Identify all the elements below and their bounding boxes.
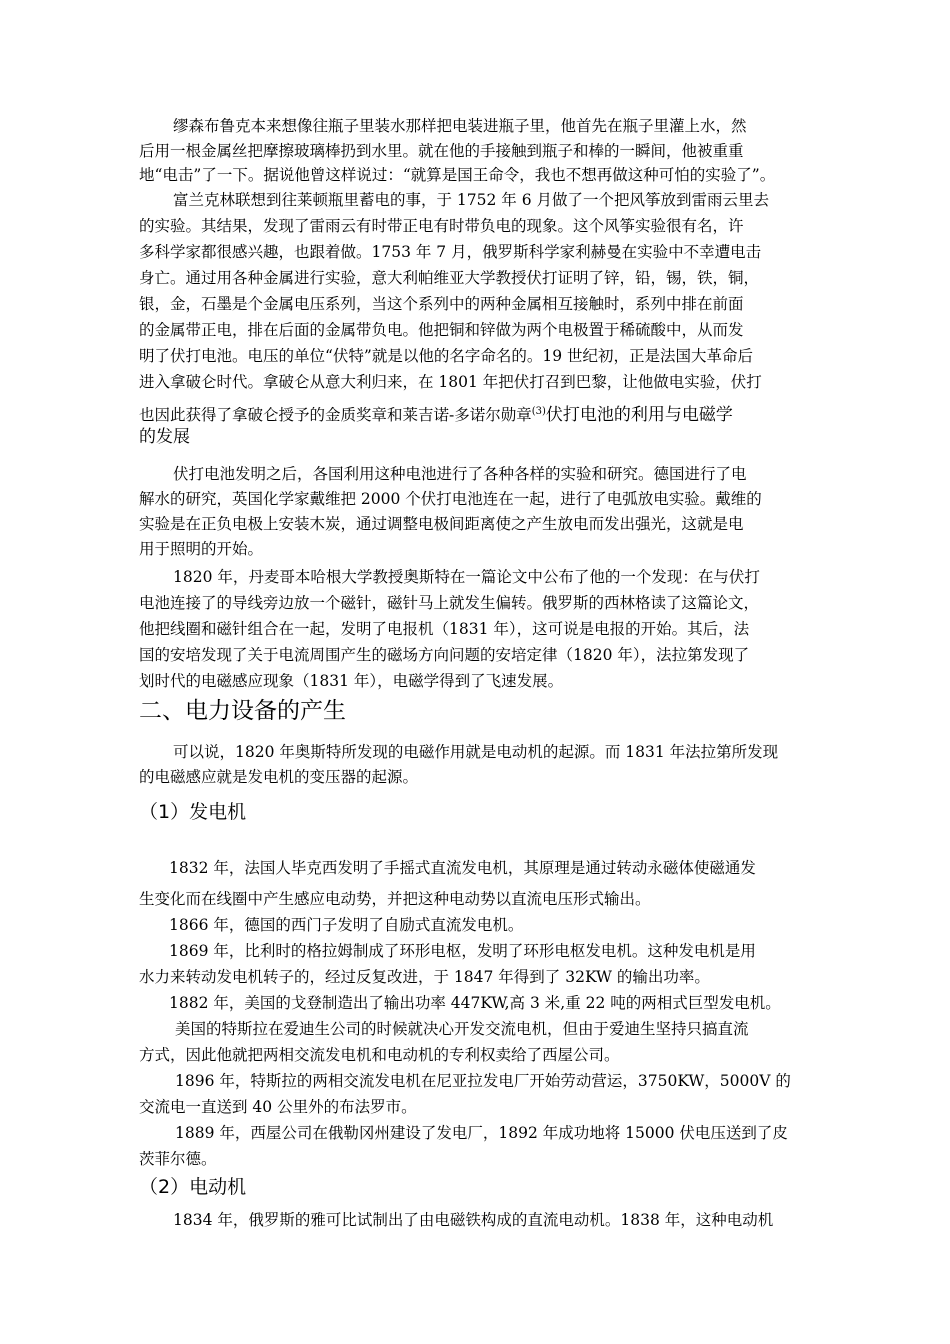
paragraph-4-line-3: 他把线圈和磁针组合在一起，发明了电报机（1831 年），这可说是电报的开始。其后，法 bbox=[139, 620, 750, 638]
footnote-marker: (3) bbox=[531, 406, 546, 417]
paragraph-12-line-2: 茨菲尔德。 bbox=[139, 1150, 217, 1168]
paragraph-2-line-8: 进入拿破仑时代。拿破仑从意大利归来，在 1801 年把伏打召到巴黎，让他做电实验，伏打 bbox=[139, 373, 762, 391]
paragraph-5-line-2: 的电磁感应就是发电机的变压器的起源。 bbox=[139, 768, 419, 786]
paragraph-13: 1834 年，俄罗斯的雅可比试制出了由电磁铁构成的直流电动机。1838 年，这种电动机 bbox=[173, 1211, 774, 1229]
section-heading-inline: 伏打电池的利用与电磁学 bbox=[545, 405, 733, 425]
paragraph-3-line-3: 实验是在正负电极上安装木炭，通过调整电极间距离使之产生放电而发出强光，这就是电 bbox=[139, 515, 744, 533]
paragraph-8-line-1: 1869 年，比利时的格拉姆制成了环形电枢，发明了环形电枢发电机。这种发电机是用 bbox=[169, 942, 756, 960]
paragraph-4-line-5: 划时代的电磁感应现象（1831 年），电磁学得到了飞速发展。 bbox=[139, 672, 564, 690]
paragraph-2-line-1: 富兰克林联想到往莱顿瓶里蓄电的事，于 1752 年 6 月做了一个把风筝放到雷雨云里去 bbox=[173, 191, 770, 209]
paragraph-1-line-2: 后用一根金属丝把摩擦玻璃棒扔到水里。就在他的手接触到瓶子和棒的一瞬间，他被重重 bbox=[139, 142, 744, 160]
paragraph-4-line-4: 国的安培发现了关于电流周围产生的磁场方向问题的安培定律（1820 年），法拉第发现了 bbox=[139, 646, 750, 664]
paragraph-2-line-2: 的实验。其结果，发现了雷雨云有时带正电有时带负电的现象。这个风筝实验很有名，许 bbox=[139, 217, 744, 235]
paragraph-2-line-3: 多科学家都很感兴趣，也跟着做。1753 年 7 月，俄罗斯科学家利赫曼在实验中不幸遭电击 bbox=[139, 243, 762, 261]
paragraph-2-line-4: 身亡。通过用各种金属进行实验，意大利帕维亚大学教授伏打证明了锌，铅，锡，铁，铜， bbox=[139, 269, 760, 287]
subheading-generator: （1）发电机 bbox=[139, 801, 247, 823]
paragraph-3-line-2: 解水的研究，英国化学家戴维把 2000 个伏打电池连在一起，进行了电弧放电实验。戴维的 bbox=[139, 490, 762, 508]
paragraph-1-line-1: 缪森布鲁克本来想像往瓶子里装水那样把电装进瓶子里，他首先在瓶子里灌上水，然 bbox=[173, 117, 747, 135]
paragraph-9: 1882 年，美国的戈登制造出了输出功率 447KW,高 3 米,重 22 吨的两相式巨型发电机。 bbox=[169, 994, 781, 1012]
paragraph-5-line-1: 可以说，1820 年奥斯特所发现的电磁作用就是电动机的起源。而 1831 年法拉第所发现 bbox=[173, 743, 779, 761]
subheading-motor: （2）电动机 bbox=[139, 1176, 247, 1198]
paragraph-4-line-1: 1820 年，丹麦哥本哈根大学教授奥斯特在一篇论文中公布了他的一个发现：在与伏打 bbox=[173, 568, 760, 586]
paragraph-10-line-1: 美国的特斯拉在爱迪生公司的时候就决心开发交流电机，但由于爱迪生坚持只搞直流 bbox=[175, 1020, 749, 1038]
paragraph-11-line-1: 1896 年，特斯拉的两相交流发电机在尼亚拉发电厂开始劳动营运，3750KW，5000V 的 bbox=[175, 1072, 791, 1090]
paragraph-2-line-7: 明了伏打电池。电压的单位“伏特”就是以他的名字命名的。19 世纪初，正是法国大革命后 bbox=[139, 347, 754, 365]
paragraph-3-line-4: 用于照明的开始。 bbox=[139, 540, 264, 558]
paragraph-2-line-9-text: 也因此获得了拿破仑授予的金质奖章和莱吉诺-多诺尔勋章 bbox=[139, 406, 532, 424]
paragraph-6-line-2: 生变化而在线圈中产生感应电动势，并把这种电动势以直流电压形式输出。 bbox=[139, 890, 651, 908]
paragraph-8-line-2: 水力来转动发电机转子的，经过反复改进，于 1847 年得到了 32KW 的输出功率。 bbox=[139, 968, 710, 986]
paragraph-7: 1866 年，德国的西门子发明了自励式直流发电机。 bbox=[169, 916, 524, 934]
paragraph-2-line-9 bbox=[139, 402, 733, 425]
section-heading-2: 二、电力设备的产生 bbox=[139, 698, 346, 724]
paragraph-2-line-6: 的金属带正电，排在后面的金属带负电。他把铜和锌做为两个电极置于稀硫酸中，从而发 bbox=[139, 321, 744, 339]
paragraph-6-line-1: 1832 年，法国人毕克西发明了手摇式直流发电机，其原理是通过转动永磁体使磁通发 bbox=[169, 859, 756, 877]
paragraph-11-line-2: 交流电一直送到 40 公里外的布法罗市。 bbox=[139, 1098, 417, 1116]
paragraph-10-line-2: 方式，因此他就把两相交流发电机和电动机的专利权卖给了西屋公司。 bbox=[139, 1046, 620, 1064]
paragraph-1-line-3: 地“电击”了一下。据说他曾这样说过：“就算是国王命令，我也不想再做这种可怕的实验了”。 bbox=[139, 166, 776, 184]
paragraph-3-line-1: 伏打电池发明之后，各国利用这种电池进行了各种各样的实验和研究。德国进行了电 bbox=[173, 465, 747, 483]
section-heading-inline-line-2: 的发展 bbox=[139, 427, 190, 447]
paragraph-12-line-1: 1889 年，西屋公司在俄勒冈州建设了发电厂，1892 年成功地将 15000 伏电压送到了皮 bbox=[175, 1124, 788, 1142]
paragraph-2-line-5: 银，金，石墨是个金属电压系列，当这个系列中的两种金属相互接触时，系列中排在前面 bbox=[139, 295, 744, 313]
paragraph-4-line-2: 电池连接了的导线旁边放一个磁针，磁针马上就发生偏转。俄罗斯的西林格读了这篇论文， bbox=[139, 594, 760, 612]
